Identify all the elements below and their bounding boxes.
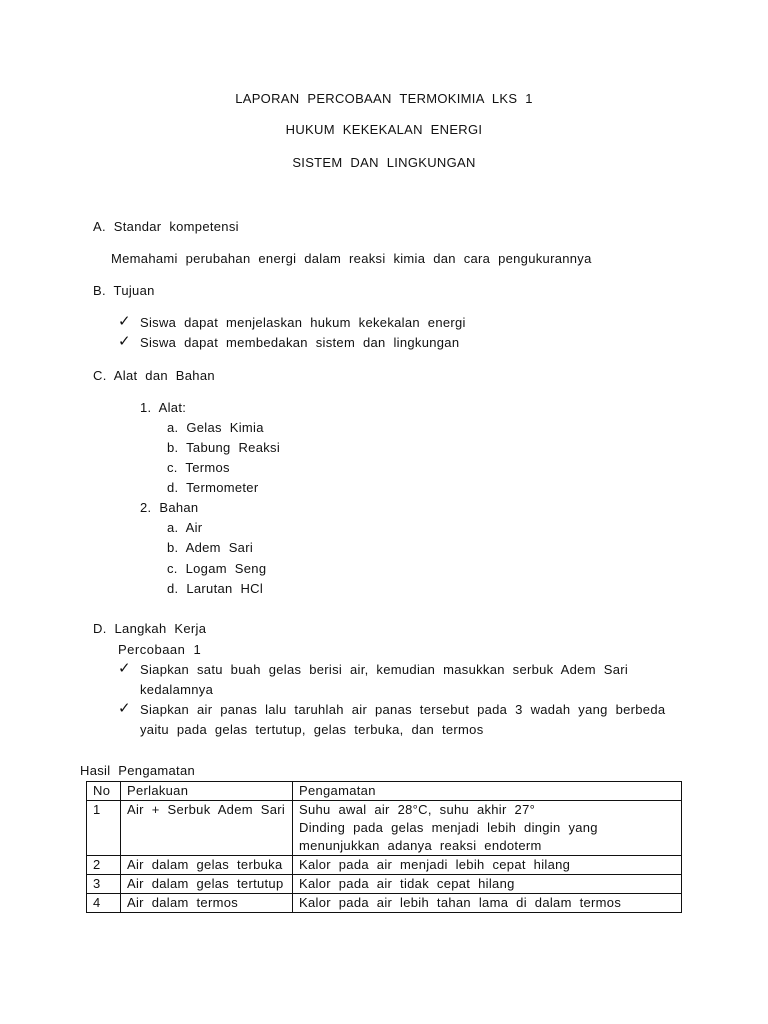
alat-item: a. Gelas Kimia xyxy=(167,420,264,435)
bahan-item: c. Logam Seng xyxy=(167,561,267,576)
table-row xyxy=(87,856,682,875)
table-row xyxy=(87,894,682,913)
tujuan-item: Siswa dapat membedakan sistem dan lingkungan xyxy=(140,335,460,350)
cell-no: 4 xyxy=(87,894,121,913)
step-line: Siapkan satu buah gelas berisi air, kemudian masukkan serbuk Adem Sari xyxy=(140,662,629,677)
obs-line: Dinding pada gelas menjadi lebih dingin yang xyxy=(299,820,598,835)
alat-item: c. Termos xyxy=(167,460,230,475)
bahan-item: d. Larutan HCl xyxy=(167,581,264,596)
table-row xyxy=(87,801,682,856)
section-a-text: Memahami perubahan energi dalam reaksi kimia dan cara pengukurannya xyxy=(111,251,592,266)
cell-no: 3 xyxy=(87,875,121,894)
bahan-item: a. Air xyxy=(167,520,203,535)
check-icon: ✓ xyxy=(118,700,131,717)
check-icon: ✓ xyxy=(118,660,131,677)
alat-heading: 1. Alat: xyxy=(140,400,187,415)
alat-item: b. Tabung Reaksi xyxy=(167,440,281,455)
check-icon: ✓ xyxy=(118,313,131,330)
title-line-1: LAPORAN PERCOBAAN TERMOKIMIA LKS 1 xyxy=(235,91,533,106)
bahan-item: b. Adem Sari xyxy=(167,540,254,555)
table-row xyxy=(87,875,682,894)
bahan-heading: 2. Bahan xyxy=(140,500,199,515)
section-b-heading: B. Tujuan xyxy=(93,283,155,298)
cell-perlakuan: Air dalam gelas terbuka xyxy=(121,856,293,875)
obs-line: menunjukkan adanya reaksi endoterm xyxy=(299,838,542,853)
tujuan-item: Siswa dapat menjelaskan hukum kekekalan energi xyxy=(140,315,466,330)
header-cell: Pengamatan xyxy=(293,782,682,801)
title-line-2: HUKUM KEKEKALAN ENERGI xyxy=(285,122,483,137)
cell-no: 2 xyxy=(87,856,121,875)
section-c-heading: C. Alat dan Bahan xyxy=(93,368,215,383)
alat-item: d. Termometer xyxy=(167,480,259,495)
cell-pengamatan: Kalor pada air menjadi lebih cepat hilang xyxy=(293,856,682,875)
percobaan-heading: Percobaan 1 xyxy=(118,642,202,657)
step-line: yaitu pada gelas tertutup, gelas terbuka, dan termos xyxy=(140,722,484,737)
title-line-3: SISTEM DAN LINGKUNGAN xyxy=(292,155,476,170)
cell-pengamatan: Kalor pada air lebih tahan lama di dalam termos xyxy=(293,894,682,913)
step-line: Siapkan air panas lalu taruhlah air panas tersebut pada 3 wadah yang berbeda xyxy=(140,702,666,717)
header-cell: Perlakuan xyxy=(121,782,293,801)
cell-perlakuan: Air dalam termos xyxy=(121,894,293,913)
cell-pengamatan: Kalor pada air tidak cepat hilang xyxy=(293,875,682,894)
section-d-heading: D. Langkah Kerja xyxy=(93,621,207,636)
header-cell: No xyxy=(87,782,121,801)
cell-no: 1 xyxy=(87,801,121,856)
cell-perlakuan: Air dalam gelas tertutup xyxy=(121,875,293,894)
cell-perlakuan: Air + Serbuk Adem Sari xyxy=(121,801,293,856)
step-line: kedalamnya xyxy=(140,682,214,697)
table-caption: Hasil Pengamatan xyxy=(80,763,196,778)
results-table xyxy=(86,781,682,913)
section-a-heading: A. Standar kompetensi xyxy=(93,219,239,234)
table-header-row xyxy=(87,782,682,801)
obs-line: Suhu awal air 28°C, suhu akhir 27° xyxy=(299,802,536,817)
cell-pengamatan xyxy=(293,801,682,856)
check-icon: ✓ xyxy=(118,333,131,350)
